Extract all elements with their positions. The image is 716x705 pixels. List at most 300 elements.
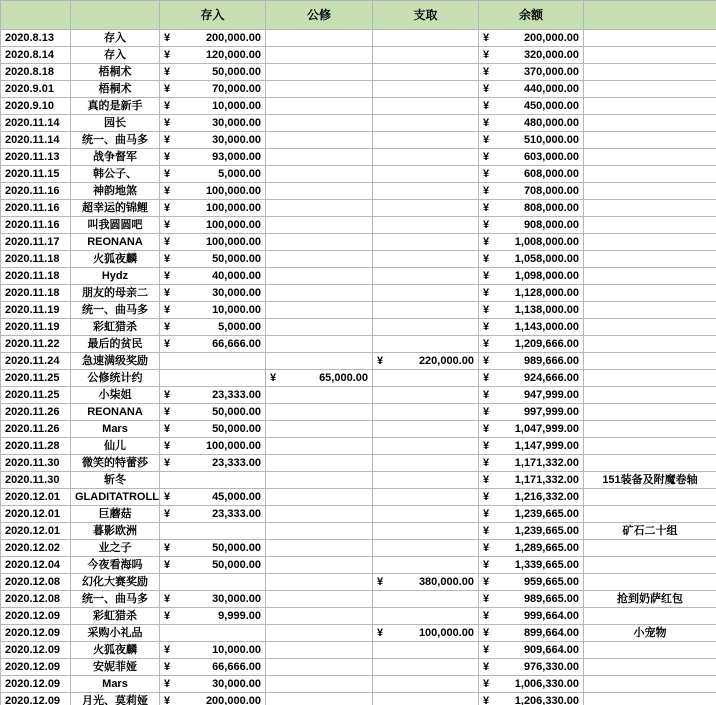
withdraw-cell[interactable] [373, 149, 479, 166]
date-cell[interactable]: 2020.11.30 [1, 455, 71, 472]
withdraw-cell[interactable] [373, 693, 479, 705]
date-cell[interactable]: 2020.12.01 [1, 523, 71, 540]
balance-cell[interactable] [479, 557, 584, 574]
date-cell[interactable]: 2020.12.01 [1, 506, 71, 523]
deposit-cell[interactable] [160, 115, 266, 132]
balance-cell[interactable] [479, 625, 584, 642]
name-cell[interactable]: 统一、曲马多 [71, 591, 160, 608]
name-cell[interactable]: 叫我圆圆吧 [71, 217, 160, 234]
deposit-cell[interactable] [160, 676, 266, 693]
guild-cell[interactable] [266, 387, 373, 404]
balance-cell[interactable] [479, 421, 584, 438]
deposit-cell[interactable] [160, 30, 266, 47]
guild-cell[interactable] [266, 540, 373, 557]
deposit-cell[interactable] [160, 302, 266, 319]
name-cell[interactable]: 安妮菲娅 [71, 659, 160, 676]
note-cell[interactable] [584, 149, 716, 166]
header-cell-guild[interactable]: 公修 [266, 1, 373, 30]
balance-cell[interactable] [479, 455, 584, 472]
name-cell[interactable]: REONANA [71, 234, 160, 251]
date-cell[interactable]: 2020.12.09 [1, 676, 71, 693]
name-cell[interactable]: 暮影欧洲 [71, 523, 160, 540]
withdraw-cell[interactable] [373, 302, 479, 319]
guild-cell[interactable] [266, 183, 373, 200]
date-cell[interactable]: 2020.11.13 [1, 149, 71, 166]
amount-value: 1,216,332.00 [514, 491, 579, 503]
withdraw-cell[interactable] [373, 591, 479, 608]
withdraw-cell[interactable] [373, 98, 479, 115]
date-cell[interactable]: 2020.11.25 [1, 387, 71, 404]
withdraw-cell[interactable] [373, 200, 479, 217]
balance-cell[interactable] [479, 370, 584, 387]
deposit-cell[interactable] [160, 353, 266, 370]
deposit-cell[interactable] [160, 659, 266, 676]
deposit-cell[interactable] [160, 404, 266, 421]
note-cell[interactable] [584, 81, 716, 98]
amount-value: 30,000.00 [212, 678, 261, 690]
name-cell[interactable]: 朋友的母亲二 [71, 285, 160, 302]
note-cell[interactable] [584, 217, 716, 234]
guild-cell[interactable] [266, 353, 373, 370]
note-cell[interactable] [584, 132, 716, 149]
withdraw-cell[interactable] [373, 523, 479, 540]
withdraw-cell[interactable] [373, 387, 479, 404]
guild-cell[interactable] [266, 336, 373, 353]
balance-cell[interactable] [479, 591, 584, 608]
balance-cell[interactable] [479, 523, 584, 540]
note-cell[interactable] [584, 370, 716, 387]
withdraw-cell[interactable] [373, 47, 479, 64]
currency-symbol: ¥ [164, 338, 171, 350]
balance-cell[interactable] [479, 540, 584, 557]
deposit-cell[interactable] [160, 438, 266, 455]
date-cell[interactable]: 2020.11.17 [1, 234, 71, 251]
deposit-cell[interactable] [160, 557, 266, 574]
note-cell[interactable] [584, 421, 716, 438]
name-cell[interactable]: 真的是新手 [71, 98, 160, 115]
balance-cell[interactable] [479, 353, 584, 370]
deposit-cell[interactable] [160, 693, 266, 705]
name-cell[interactable]: 公修统计约 [71, 370, 160, 387]
note-cell[interactable]: 抢到奶萨红包 [584, 591, 716, 608]
balance-cell[interactable] [479, 387, 584, 404]
guild-cell[interactable] [266, 268, 373, 285]
guild-cell[interactable] [266, 30, 373, 47]
deposit-cell[interactable] [160, 166, 266, 183]
deposit-cell[interactable] [160, 285, 266, 302]
deposit-cell[interactable] [160, 319, 266, 336]
guild-cell[interactable] [266, 455, 373, 472]
note-cell[interactable] [584, 438, 716, 455]
guild-cell[interactable] [266, 659, 373, 676]
date-cell[interactable]: 2020.11.18 [1, 268, 71, 285]
note-cell[interactable] [584, 64, 716, 81]
deposit-cell[interactable] [160, 149, 266, 166]
currency-symbol: ¥ [377, 627, 384, 639]
balance-cell[interactable] [479, 574, 584, 591]
name-cell[interactable]: 韩公子、 [71, 166, 160, 183]
balance-cell[interactable] [479, 302, 584, 319]
balance-cell[interactable] [479, 472, 584, 489]
balance-cell[interactable] [479, 438, 584, 455]
guild-cell[interactable] [266, 642, 373, 659]
date-cell[interactable]: 2020.11.25 [1, 370, 71, 387]
name-cell[interactable]: GLADITATROLL [71, 489, 160, 506]
date-cell[interactable]: 2020.9.01 [1, 81, 71, 98]
date-cell[interactable]: 2020.11.28 [1, 438, 71, 455]
withdraw-cell[interactable] [373, 506, 479, 523]
date-cell[interactable]: 2020.12.09 [1, 642, 71, 659]
note-cell[interactable] [584, 319, 716, 336]
name-cell[interactable]: 幻化大赛奖励 [71, 574, 160, 591]
date-cell[interactable]: 2020.12.09 [1, 659, 71, 676]
balance-cell[interactable] [479, 200, 584, 217]
note-cell[interactable]: 151装备及附魔卷轴 [584, 472, 716, 489]
note-cell[interactable] [584, 353, 716, 370]
note-cell[interactable] [584, 166, 716, 183]
balance-cell[interactable] [479, 47, 584, 64]
date-cell[interactable]: 2020.11.24 [1, 353, 71, 370]
note-cell[interactable] [584, 455, 716, 472]
name-cell[interactable]: 月光、莫莉娅 [71, 693, 160, 705]
date-cell[interactable]: 2020.11.26 [1, 404, 71, 421]
date-cell[interactable]: 2020.11.26 [1, 421, 71, 438]
withdraw-cell[interactable] [373, 115, 479, 132]
guild-cell[interactable] [266, 234, 373, 251]
note-cell[interactable] [584, 30, 716, 47]
deposit-cell[interactable] [160, 98, 266, 115]
name-cell[interactable]: Mars [71, 421, 160, 438]
guild-cell[interactable] [266, 132, 373, 149]
withdraw-cell[interactable] [373, 489, 479, 506]
name-cell[interactable]: 火狐夜麟 [71, 251, 160, 268]
header-cell-name[interactable] [71, 1, 160, 30]
balance-cell[interactable] [479, 659, 584, 676]
note-cell[interactable] [584, 47, 716, 64]
withdraw-cell[interactable] [373, 625, 479, 642]
withdraw-cell[interactable] [373, 557, 479, 574]
name-cell[interactable]: 梧桐术 [71, 81, 160, 98]
deposit-cell[interactable] [160, 489, 266, 506]
date-cell[interactable]: 2020.11.19 [1, 319, 71, 336]
withdraw-cell[interactable] [373, 370, 479, 387]
note-cell[interactable]: 小宠物 [584, 625, 716, 642]
balance-cell[interactable] [479, 336, 584, 353]
withdraw-cell[interactable] [373, 234, 479, 251]
note-cell[interactable] [584, 251, 716, 268]
header-cell-withdraw[interactable]: 支取 [373, 1, 479, 30]
note-cell[interactable] [584, 642, 716, 659]
guild-cell[interactable] [266, 506, 373, 523]
deposit-cell[interactable] [160, 523, 266, 540]
date-cell[interactable]: 2020.11.16 [1, 200, 71, 217]
name-cell[interactable]: 统一、曲马多 [71, 132, 160, 149]
guild-cell[interactable] [266, 319, 373, 336]
date-cell[interactable]: 2020.11.19 [1, 302, 71, 319]
withdraw-cell[interactable] [373, 659, 479, 676]
name-cell[interactable]: 园长 [71, 115, 160, 132]
balance-cell[interactable] [479, 693, 584, 705]
guild-cell[interactable] [266, 64, 373, 81]
guild-cell[interactable] [266, 676, 373, 693]
note-cell[interactable] [584, 693, 716, 705]
name-cell[interactable]: 采购小礼品 [71, 625, 160, 642]
date-cell[interactable]: 2020.11.22 [1, 336, 71, 353]
guild-cell[interactable] [266, 115, 373, 132]
balance-cell[interactable] [479, 285, 584, 302]
withdraw-cell[interactable] [373, 64, 479, 81]
name-cell[interactable]: 仙儿 [71, 438, 160, 455]
amount-value: 959,665.00 [523, 576, 579, 588]
deposit-cell[interactable] [160, 370, 266, 387]
withdraw-cell[interactable] [373, 438, 479, 455]
withdraw-cell[interactable] [373, 421, 479, 438]
deposit-cell[interactable] [160, 251, 266, 268]
name-cell[interactable]: 微笑的特蕾莎 [71, 455, 160, 472]
guild-cell[interactable] [266, 149, 373, 166]
header-row [1, 1, 716, 30]
balance-cell[interactable] [479, 98, 584, 115]
balance-cell[interactable] [479, 132, 584, 149]
note-cell[interactable] [584, 574, 716, 591]
name-cell[interactable]: Hydz [71, 268, 160, 285]
table-row [1, 353, 716, 370]
deposit-cell[interactable] [160, 472, 266, 489]
withdraw-cell[interactable] [373, 472, 479, 489]
note-cell[interactable] [584, 285, 716, 302]
date-cell[interactable]: 2020.8.13 [1, 30, 71, 47]
balance-cell[interactable] [479, 183, 584, 200]
deposit-cell[interactable] [160, 336, 266, 353]
withdraw-cell[interactable] [373, 336, 479, 353]
name-cell[interactable]: 彩虹猎杀 [71, 608, 160, 625]
name-cell[interactable]: 巨蘑菇 [71, 506, 160, 523]
name-cell[interactable]: REONANA [71, 404, 160, 421]
balance-cell[interactable] [479, 489, 584, 506]
note-cell[interactable] [584, 659, 716, 676]
guild-cell[interactable] [266, 438, 373, 455]
note-cell[interactable] [584, 387, 716, 404]
withdraw-cell[interactable] [373, 455, 479, 472]
table-row [1, 370, 716, 387]
note-cell[interactable] [584, 183, 716, 200]
note-cell[interactable] [584, 489, 716, 506]
deposit-cell[interactable] [160, 455, 266, 472]
date-cell[interactable]: 2020.11.15 [1, 166, 71, 183]
date-cell[interactable]: 2020.12.09 [1, 608, 71, 625]
guild-cell[interactable] [266, 302, 373, 319]
withdraw-cell[interactable] [373, 132, 479, 149]
header-cell-note[interactable] [584, 1, 716, 30]
deposit-cell[interactable] [160, 268, 266, 285]
guild-cell[interactable] [266, 404, 373, 421]
note-cell[interactable] [584, 200, 716, 217]
name-cell[interactable]: 统一、曲马多 [71, 302, 160, 319]
name-cell[interactable]: 存入 [71, 47, 160, 64]
name-cell[interactable]: 梧桐术 [71, 64, 160, 81]
balance-cell[interactable] [479, 404, 584, 421]
date-cell[interactable]: 2020.11.14 [1, 132, 71, 149]
note-cell[interactable] [584, 506, 716, 523]
guild-cell[interactable] [266, 523, 373, 540]
withdraw-cell[interactable] [373, 30, 479, 47]
name-cell[interactable]: 超幸运的锦鲤 [71, 200, 160, 217]
withdraw-cell[interactable] [373, 676, 479, 693]
deposit-cell[interactable] [160, 64, 266, 81]
table-row [1, 81, 716, 98]
note-cell[interactable] [584, 540, 716, 557]
deposit-cell[interactable] [160, 217, 266, 234]
withdraw-cell[interactable] [373, 285, 479, 302]
name-cell[interactable]: 急速满级奖励 [71, 353, 160, 370]
deposit-cell[interactable] [160, 200, 266, 217]
date-cell[interactable]: 2020.12.09 [1, 693, 71, 705]
balance-cell[interactable] [479, 676, 584, 693]
deposit-cell[interactable] [160, 47, 266, 64]
name-cell[interactable]: 最后的贫民 [71, 336, 160, 353]
guild-cell[interactable] [266, 217, 373, 234]
balance-cell[interactable] [479, 234, 584, 251]
note-cell[interactable] [584, 557, 716, 574]
name-cell[interactable]: 小柒姐 [71, 387, 160, 404]
withdraw-cell[interactable] [373, 642, 479, 659]
withdraw-cell[interactable] [373, 251, 479, 268]
withdraw-cell[interactable] [373, 319, 479, 336]
deposit-cell[interactable] [160, 625, 266, 642]
deposit-cell[interactable] [160, 421, 266, 438]
date-cell[interactable]: 2020.12.04 [1, 557, 71, 574]
table-row [1, 523, 716, 540]
balance-cell[interactable] [479, 268, 584, 285]
note-cell[interactable] [584, 302, 716, 319]
date-cell[interactable]: 2020.11.14 [1, 115, 71, 132]
withdraw-cell[interactable] [373, 608, 479, 625]
name-cell[interactable]: 神韵地煞 [71, 183, 160, 200]
deposit-cell[interactable] [160, 387, 266, 404]
note-cell[interactable] [584, 336, 716, 353]
date-cell[interactable]: 2020.11.18 [1, 285, 71, 302]
note-cell[interactable] [584, 608, 716, 625]
withdraw-cell[interactable] [373, 166, 479, 183]
amount-value: 220,000.00 [418, 355, 474, 367]
date-cell[interactable]: 2020.12.09 [1, 625, 71, 642]
header-cell-date[interactable] [1, 1, 71, 30]
guild-cell[interactable] [266, 557, 373, 574]
date-cell[interactable]: 2020.11.16 [1, 183, 71, 200]
guild-cell[interactable] [266, 200, 373, 217]
withdraw-cell[interactable] [373, 81, 479, 98]
balance-cell[interactable] [479, 166, 584, 183]
note-cell[interactable] [584, 268, 716, 285]
date-cell[interactable]: 2020.12.02 [1, 540, 71, 557]
guild-cell[interactable] [266, 251, 373, 268]
date-cell[interactable]: 2020.11.16 [1, 217, 71, 234]
deposit-cell[interactable] [160, 234, 266, 251]
date-cell[interactable]: 2020.12.08 [1, 591, 71, 608]
deposit-cell[interactable] [160, 574, 266, 591]
guild-cell[interactable] [266, 421, 373, 438]
guild-cell[interactable] [266, 81, 373, 98]
date-cell[interactable]: 2020.8.18 [1, 64, 71, 81]
name-cell[interactable]: 彩虹猎杀 [71, 319, 160, 336]
deposit-cell[interactable] [160, 183, 266, 200]
balance-cell[interactable] [479, 81, 584, 98]
date-cell[interactable]: 2020.11.30 [1, 472, 71, 489]
header-cell-deposit[interactable]: 存入 [160, 1, 266, 30]
name-cell[interactable]: Mars [71, 676, 160, 693]
name-cell[interactable]: 火狐夜麟 [71, 642, 160, 659]
header-cell-balance[interactable]: 余额 [479, 1, 584, 30]
balance-cell[interactable] [479, 608, 584, 625]
withdraw-cell[interactable] [373, 574, 479, 591]
balance-cell[interactable] [479, 319, 584, 336]
note-cell[interactable] [584, 234, 716, 251]
balance-cell[interactable] [479, 251, 584, 268]
deposit-cell[interactable] [160, 81, 266, 98]
balance-cell[interactable] [479, 115, 584, 132]
deposit-cell[interactable] [160, 506, 266, 523]
currency-symbol: ¥ [483, 457, 490, 469]
guild-cell[interactable] [266, 608, 373, 625]
note-cell[interactable]: 矿石二十组 [584, 523, 716, 540]
date-cell[interactable]: 2020.9.10 [1, 98, 71, 115]
balance-cell[interactable] [479, 149, 584, 166]
guild-cell[interactable] [266, 285, 373, 302]
note-cell[interactable] [584, 404, 716, 421]
date-cell[interactable]: 2020.12.08 [1, 574, 71, 591]
balance-cell[interactable] [479, 642, 584, 659]
balance-cell[interactable] [479, 64, 584, 81]
deposit-cell[interactable] [160, 608, 266, 625]
name-cell[interactable]: 存入 [71, 30, 160, 47]
deposit-cell[interactable] [160, 540, 266, 557]
guild-cell[interactable] [266, 591, 373, 608]
guild-cell[interactable] [266, 489, 373, 506]
guild-cell[interactable] [266, 625, 373, 642]
guild-cell[interactable] [266, 166, 373, 183]
note-cell[interactable] [584, 115, 716, 132]
note-cell[interactable] [584, 676, 716, 693]
withdraw-cell[interactable] [373, 404, 479, 421]
deposit-cell[interactable] [160, 591, 266, 608]
deposit-cell[interactable] [160, 132, 266, 149]
deposit-cell[interactable] [160, 642, 266, 659]
name-cell[interactable]: 今夜看海吗 [71, 557, 160, 574]
date-cell[interactable]: 2020.8.14 [1, 47, 71, 64]
currency-symbol: ¥ [483, 576, 490, 588]
guild-cell[interactable] [266, 98, 373, 115]
guild-cell[interactable] [266, 574, 373, 591]
guild-cell[interactable] [266, 472, 373, 489]
guild-cell[interactable] [266, 47, 373, 64]
note-cell[interactable] [584, 98, 716, 115]
date-cell[interactable]: 2020.12.01 [1, 489, 71, 506]
withdraw-cell[interactable] [373, 183, 479, 200]
guild-cell[interactable] [266, 370, 373, 387]
balance-cell[interactable] [479, 30, 584, 47]
date-cell[interactable]: 2020.11.18 [1, 251, 71, 268]
balance-cell[interactable] [479, 217, 584, 234]
withdraw-cell[interactable] [373, 268, 479, 285]
withdraw-cell[interactable] [373, 540, 479, 557]
guild-cell[interactable] [266, 693, 373, 705]
name-cell[interactable]: 战争督军 [71, 149, 160, 166]
name-cell[interactable]: 业之子 [71, 540, 160, 557]
name-cell[interactable]: 斩冬 [71, 472, 160, 489]
withdraw-cell[interactable] [373, 217, 479, 234]
withdraw-cell[interactable] [373, 353, 479, 370]
balance-cell[interactable] [479, 506, 584, 523]
